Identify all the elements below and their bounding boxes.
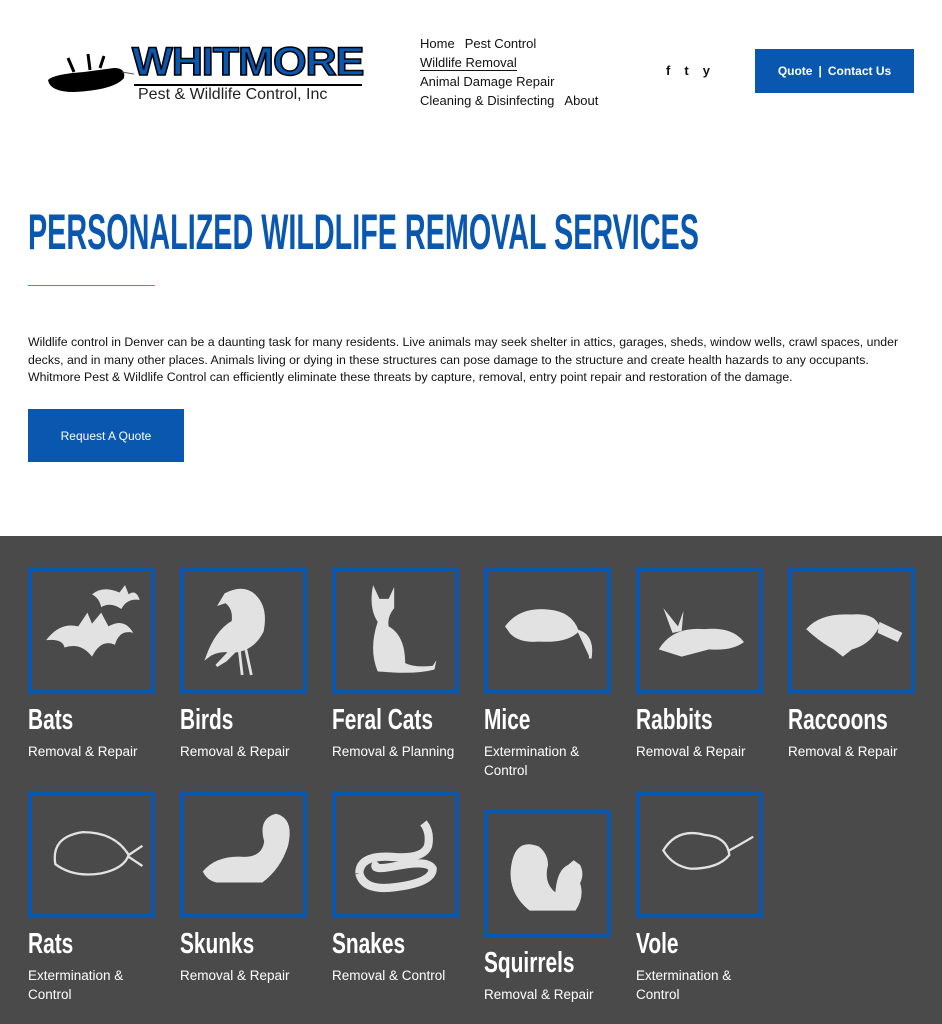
animal-subtitle: Extermination & Control [484,744,580,778]
animal-title[interactable]: Feral Cats [332,704,433,736]
animal-subtitle: Removal & Repair [636,744,746,759]
animal-title[interactable]: Bats [28,704,74,736]
quote-contact-button[interactable] [755,49,914,93]
nav-cleaning[interactable]: Cleaning & Disinfecting [420,93,555,108]
animal-subtitle: Extermination & Control [636,968,732,1002]
intro-text: Wildlife control in Denver can be a daunting task for many residents. Live animals may seek shelter in attics, garages, sheds, window wells, crawl spaces, under decks, and in many other places. Animals living or dying in these structures can pose damage to the structure and create health hazards to any occupants. Whitmore Pest & Wildlife Control can efficiently eliminate these threats by capture, removal, entry point repair and restoration of the damage. [28,335,899,384]
animal-subtitle: Extermination & Control [28,968,124,1002]
animal-card-vole[interactable] [636,791,776,1004]
animal-subtitle: Removal & Repair [180,744,290,759]
animal-card-squirrels[interactable] [484,810,624,1004]
raccoon-icon [797,576,907,686]
animal-card-snakes[interactable] [332,791,472,985]
animal-card-bats[interactable] [28,567,168,761]
main-nav [420,34,608,110]
animal-subtitle: Removal & Control [332,968,446,983]
title-divider [28,285,155,286]
animal-image[interactable] [484,810,611,937]
facebook-icon[interactable]: f [666,63,671,78]
social-links [666,63,710,78]
animal-title[interactable]: Vole [636,928,679,960]
animal-image[interactable] [332,791,459,918]
animal-subtitle: Removal & Repair [28,744,138,759]
skunk-icon [189,800,299,910]
animal-card-birds[interactable] [180,567,320,761]
bat-icon [37,576,147,686]
animal-image[interactable] [332,567,459,694]
animal-title[interactable]: Raccoons [788,704,888,736]
rat-icon [37,800,147,910]
snake-icon [341,800,451,910]
animal-title[interactable]: Skunks [180,928,255,960]
animal-title[interactable]: Rats [28,928,74,960]
nav-home[interactable]: Home [420,36,455,51]
nav-about[interactable]: About [564,93,599,108]
animal-subtitle: Removal & Repair [484,987,594,1002]
logo-name: WHITMORE [132,40,364,84]
animal-title[interactable]: Rabbits [636,704,713,736]
request-quote-button[interactable]: Request A Quote [28,409,184,462]
logo-tagline: Pest & Wildlife Control, Inc [138,86,328,103]
bird-icon [189,576,299,686]
animal-card-rats[interactable] [28,791,168,1004]
boat-icon [44,50,134,100]
cat-icon [341,576,451,686]
quote-label: Quote [777,64,813,78]
contact-label: Contact Us [827,64,892,78]
animal-subtitle: Removal & Planning [332,744,455,759]
animal-card-feral-cats[interactable] [332,567,472,761]
animal-subtitle: Removal & Repair [788,744,898,759]
animal-image[interactable] [180,567,307,694]
nav-wildlife-removal[interactable]: Wildlife Removal [420,55,517,70]
rabbit-icon [645,576,755,686]
animal-card-raccoons[interactable] [788,567,928,761]
animal-image[interactable] [788,567,915,694]
animal-card-skunks[interactable] [180,791,320,985]
animal-title[interactable]: Snakes [332,928,406,960]
squirrel-icon [493,819,603,929]
animal-image[interactable] [28,791,155,918]
animal-image[interactable] [28,567,155,694]
separator: | [818,64,822,78]
page-title: PERSONALIZED WILDLIFE REMOVAL SERVICES [28,204,699,260]
animal-image[interactable] [636,791,763,918]
yelp-icon[interactable]: y [702,63,710,78]
animal-title[interactable]: Mice [484,704,531,736]
animal-title[interactable]: Birds [180,704,234,736]
twitter-icon[interactable]: t [684,63,689,78]
animal-image[interactable] [484,567,611,694]
animal-image[interactable] [636,567,763,694]
animal-card-rabbits[interactable] [636,567,776,761]
animal-image[interactable] [180,791,307,918]
animal-subtitle: Removal & Repair [180,968,290,983]
vole-icon [645,800,755,910]
nav-animal-damage-repair[interactable]: Animal Damage Repair [420,74,555,89]
mouse-icon [493,576,603,686]
nav-pest-control[interactable]: Pest Control [464,36,537,51]
logo[interactable] [44,40,364,106]
animal-card-mice[interactable] [484,567,624,780]
animal-title[interactable]: Squirrels [484,947,575,979]
